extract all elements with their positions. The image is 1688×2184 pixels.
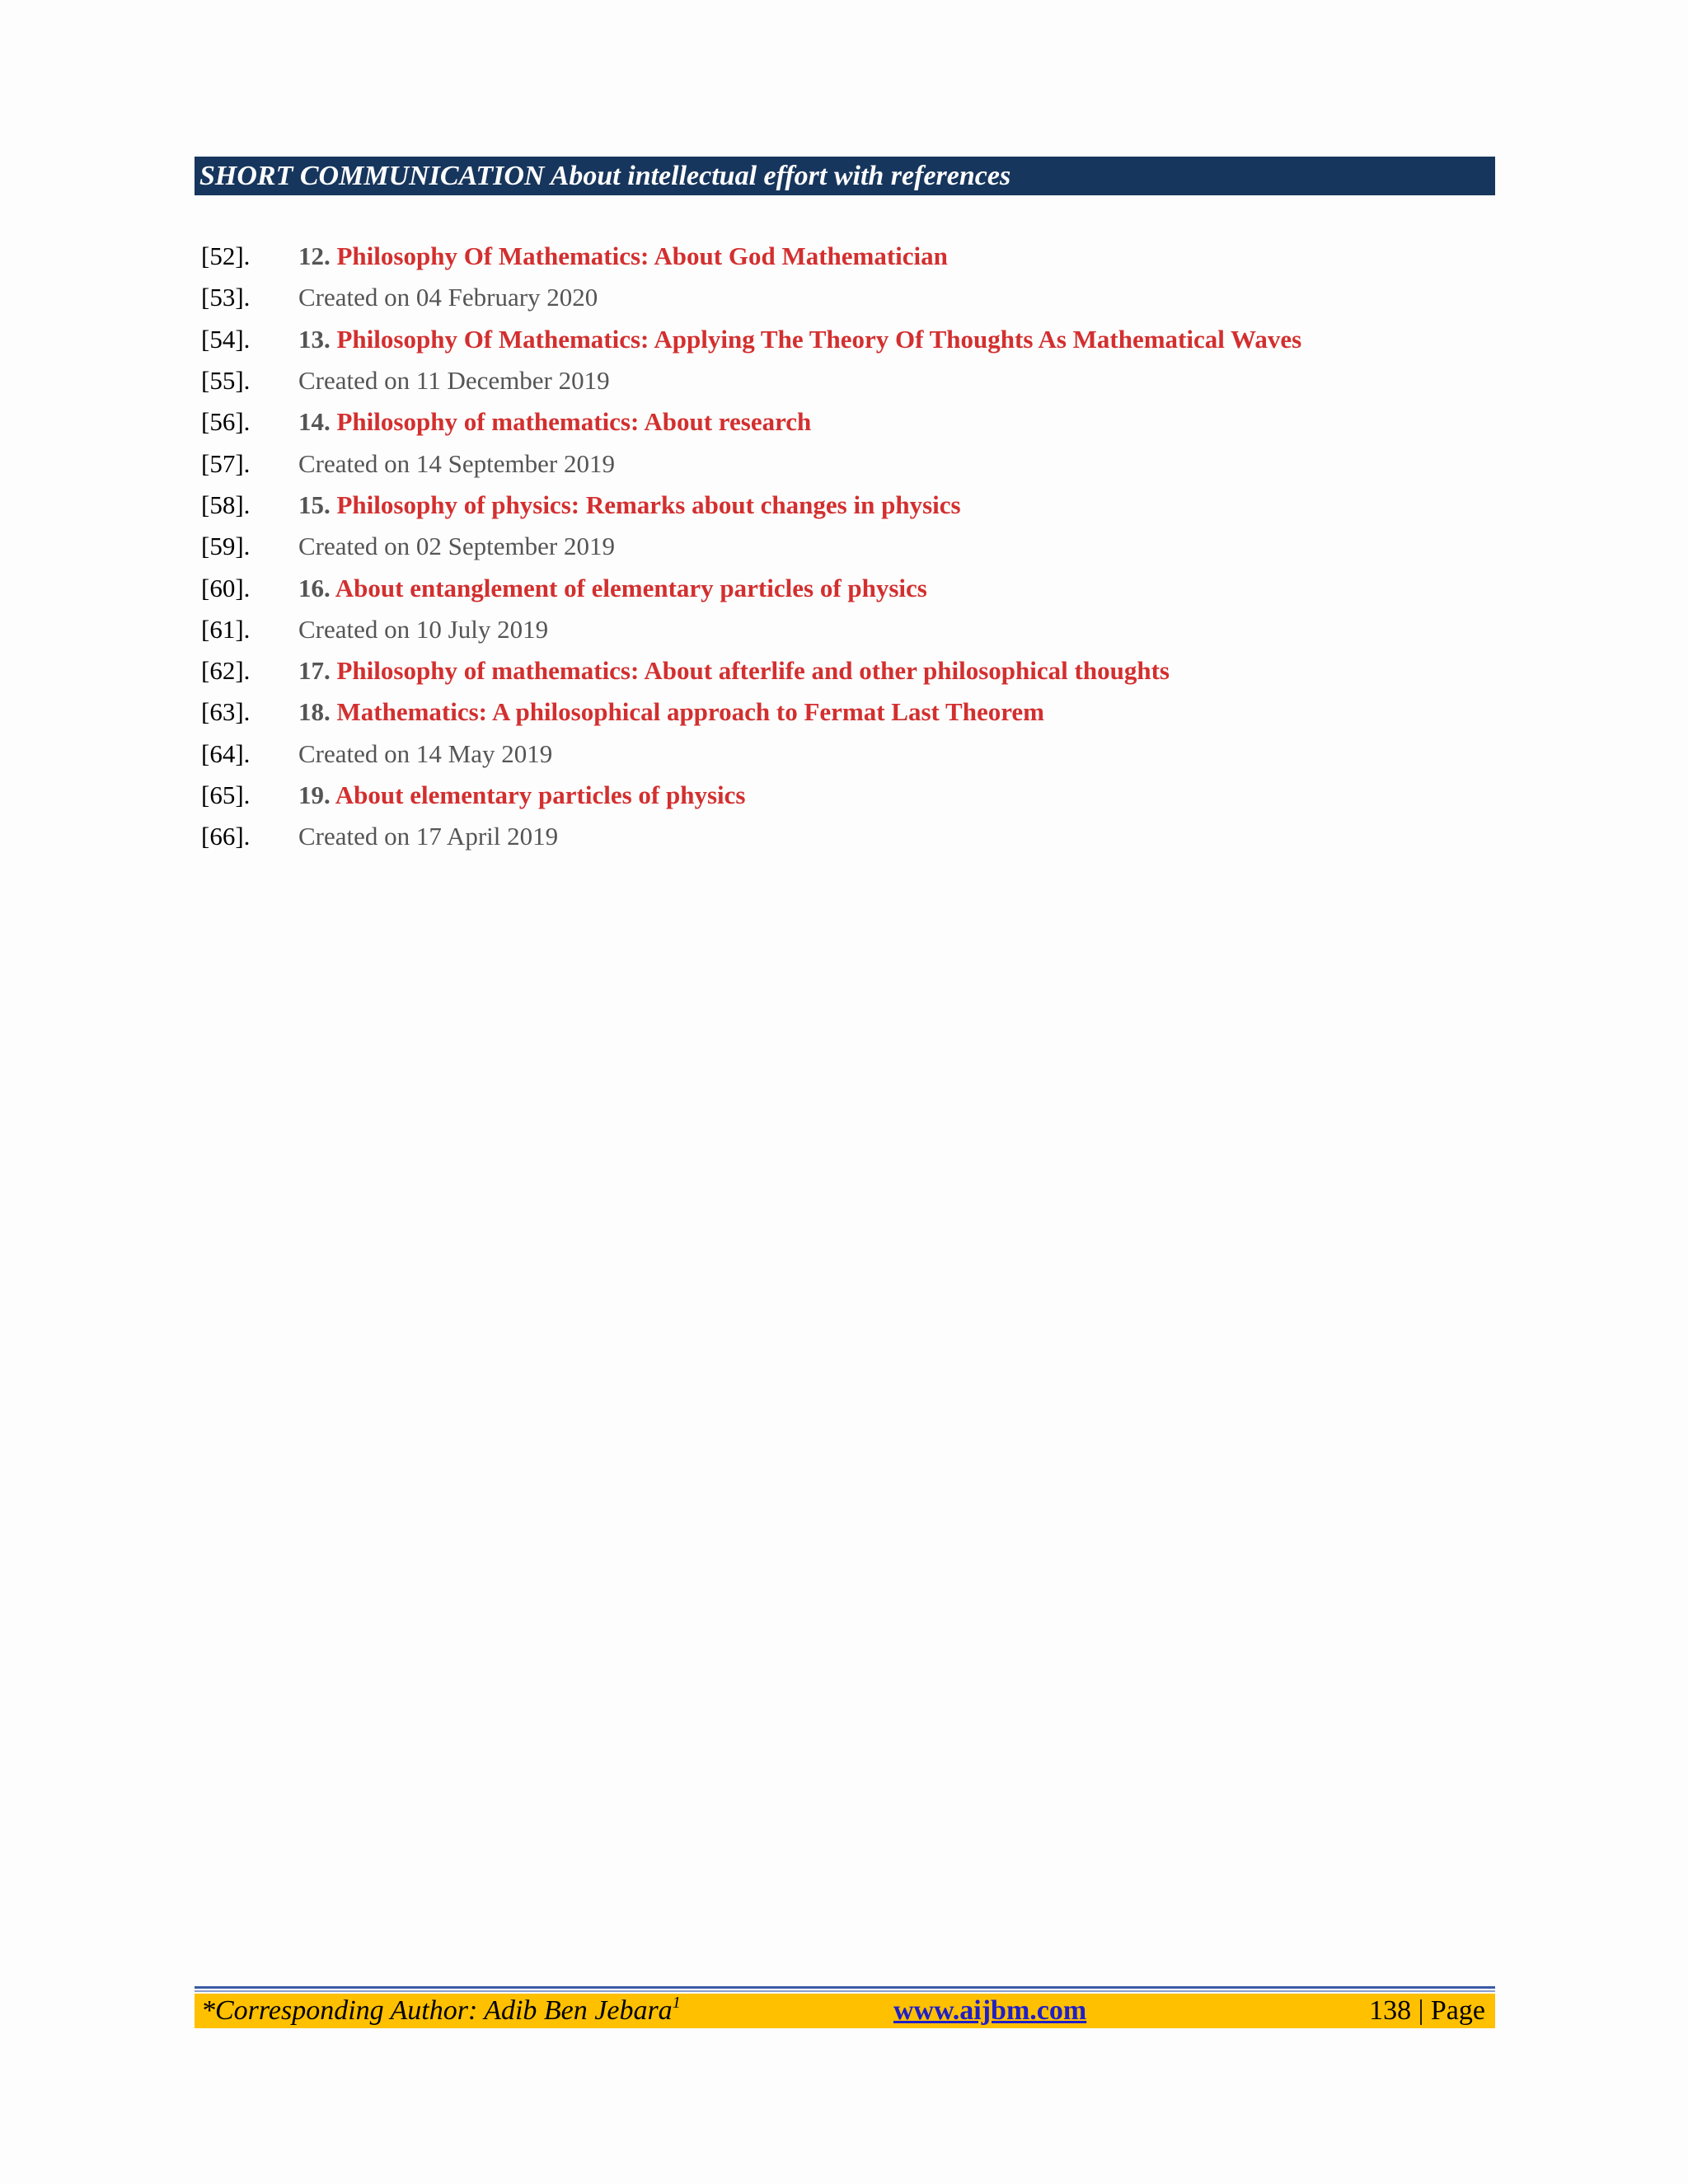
reference-item bbox=[201, 485, 1495, 526]
reference-list bbox=[201, 236, 1495, 857]
reference-number: [62]. bbox=[201, 656, 251, 686]
reference-number: [56]. bbox=[201, 407, 251, 437]
reference-title-link[interactable]: Philosophy Of Mathematics: About God Mathematician bbox=[336, 241, 948, 271]
author-name: : Adib Ben Jebara bbox=[467, 1995, 673, 2026]
page-footer bbox=[195, 1994, 1495, 2028]
reference-title-link[interactable]: About elementary particles of physics bbox=[335, 780, 746, 809]
reference-number: [55]. bbox=[201, 366, 251, 396]
reference-title-link[interactable]: Philosophy of physics: Remarks about changes in physics bbox=[336, 490, 961, 519]
reference-item bbox=[201, 775, 1495, 816]
reference-item bbox=[201, 650, 1495, 691]
reference-title bbox=[298, 490, 961, 520]
reference-date: Created on 11 December 2019 bbox=[298, 366, 610, 396]
reference-title-link[interactable]: Philosophy of mathematics: About afterlife and other philosophical thoughts bbox=[336, 656, 1170, 686]
reference-date: Created on 17 April 2019 bbox=[298, 822, 559, 851]
reference-index: 19. bbox=[298, 780, 331, 809]
reference-title-link[interactable]: Philosophy of mathematics: About research bbox=[336, 407, 812, 437]
reference-index: 14. bbox=[298, 407, 331, 437]
reference-item bbox=[201, 360, 1495, 401]
footer-rule-thin bbox=[195, 1990, 1495, 1992]
reference-title bbox=[298, 241, 948, 271]
reference-item bbox=[201, 443, 1495, 484]
reference-number: [59]. bbox=[201, 532, 251, 561]
reference-number: [54]. bbox=[201, 324, 251, 354]
reference-number: [63]. bbox=[201, 697, 251, 727]
reference-title bbox=[298, 325, 1301, 354]
reference-date: Created on 04 February 2020 bbox=[298, 283, 598, 312]
reference-item bbox=[201, 733, 1495, 775]
reference-title bbox=[298, 574, 927, 603]
reference-item bbox=[201, 609, 1495, 650]
reference-item bbox=[201, 277, 1495, 318]
running-header bbox=[195, 157, 1495, 195]
reference-item bbox=[201, 567, 1495, 608]
reference-number: [58]. bbox=[201, 490, 251, 519]
reference-number: [53]. bbox=[201, 283, 251, 312]
running-header-title: SHORT COMMUNICATION About intellectual effort with references bbox=[199, 161, 1011, 191]
reference-index: 18. bbox=[298, 697, 331, 727]
reference-number: [61]. bbox=[201, 614, 251, 644]
reference-index: 16. bbox=[298, 573, 331, 602]
author-label: *Corresponding Author bbox=[201, 1995, 468, 2026]
reference-title bbox=[298, 656, 1170, 686]
reference-date: Created on 10 July 2019 bbox=[298, 614, 549, 644]
reference-item bbox=[201, 236, 1495, 277]
reference-item bbox=[201, 401, 1495, 443]
reference-title-link[interactable]: Mathematics: A philosophical approach to Fermat Last Theorem bbox=[336, 697, 1045, 727]
corresponding-author bbox=[201, 1994, 681, 2028]
reference-index: 13. bbox=[298, 324, 331, 354]
reference-number: [66]. bbox=[201, 822, 251, 851]
reference-number: [60]. bbox=[201, 573, 251, 602]
reference-index: 12. bbox=[298, 241, 331, 271]
reference-item bbox=[201, 319, 1495, 360]
reference-title-link[interactable]: About entanglement of elementary particles of physics bbox=[335, 573, 927, 602]
footer-rule bbox=[195, 1986, 1495, 1989]
reference-title bbox=[298, 780, 745, 810]
reference-title bbox=[298, 697, 1044, 727]
author-affiliation: 1 bbox=[672, 1994, 681, 2012]
reference-item bbox=[201, 526, 1495, 567]
reference-item bbox=[201, 691, 1495, 733]
page-number: 138 | Page bbox=[1369, 1995, 1485, 2026]
reference-title-link[interactable]: Philosophy Of Mathematics: Applying The Theory Of Thoughts As Mathematical Waves bbox=[336, 324, 1302, 354]
reference-title bbox=[298, 407, 811, 437]
reference-number: [57]. bbox=[201, 448, 251, 478]
reference-date: Created on 02 September 2019 bbox=[298, 532, 615, 561]
journal-website-link[interactable]: www.aijbm.com bbox=[893, 1995, 1087, 2026]
reference-index: 15. bbox=[298, 490, 331, 519]
reference-number: [52]. bbox=[201, 241, 251, 271]
reference-number: [64]. bbox=[201, 738, 251, 768]
reference-number: [65]. bbox=[201, 780, 251, 809]
reference-index: 17. bbox=[298, 656, 331, 686]
reference-date: Created on 14 May 2019 bbox=[298, 738, 553, 768]
reference-date: Created on 14 September 2019 bbox=[298, 448, 615, 478]
reference-item bbox=[201, 816, 1495, 857]
